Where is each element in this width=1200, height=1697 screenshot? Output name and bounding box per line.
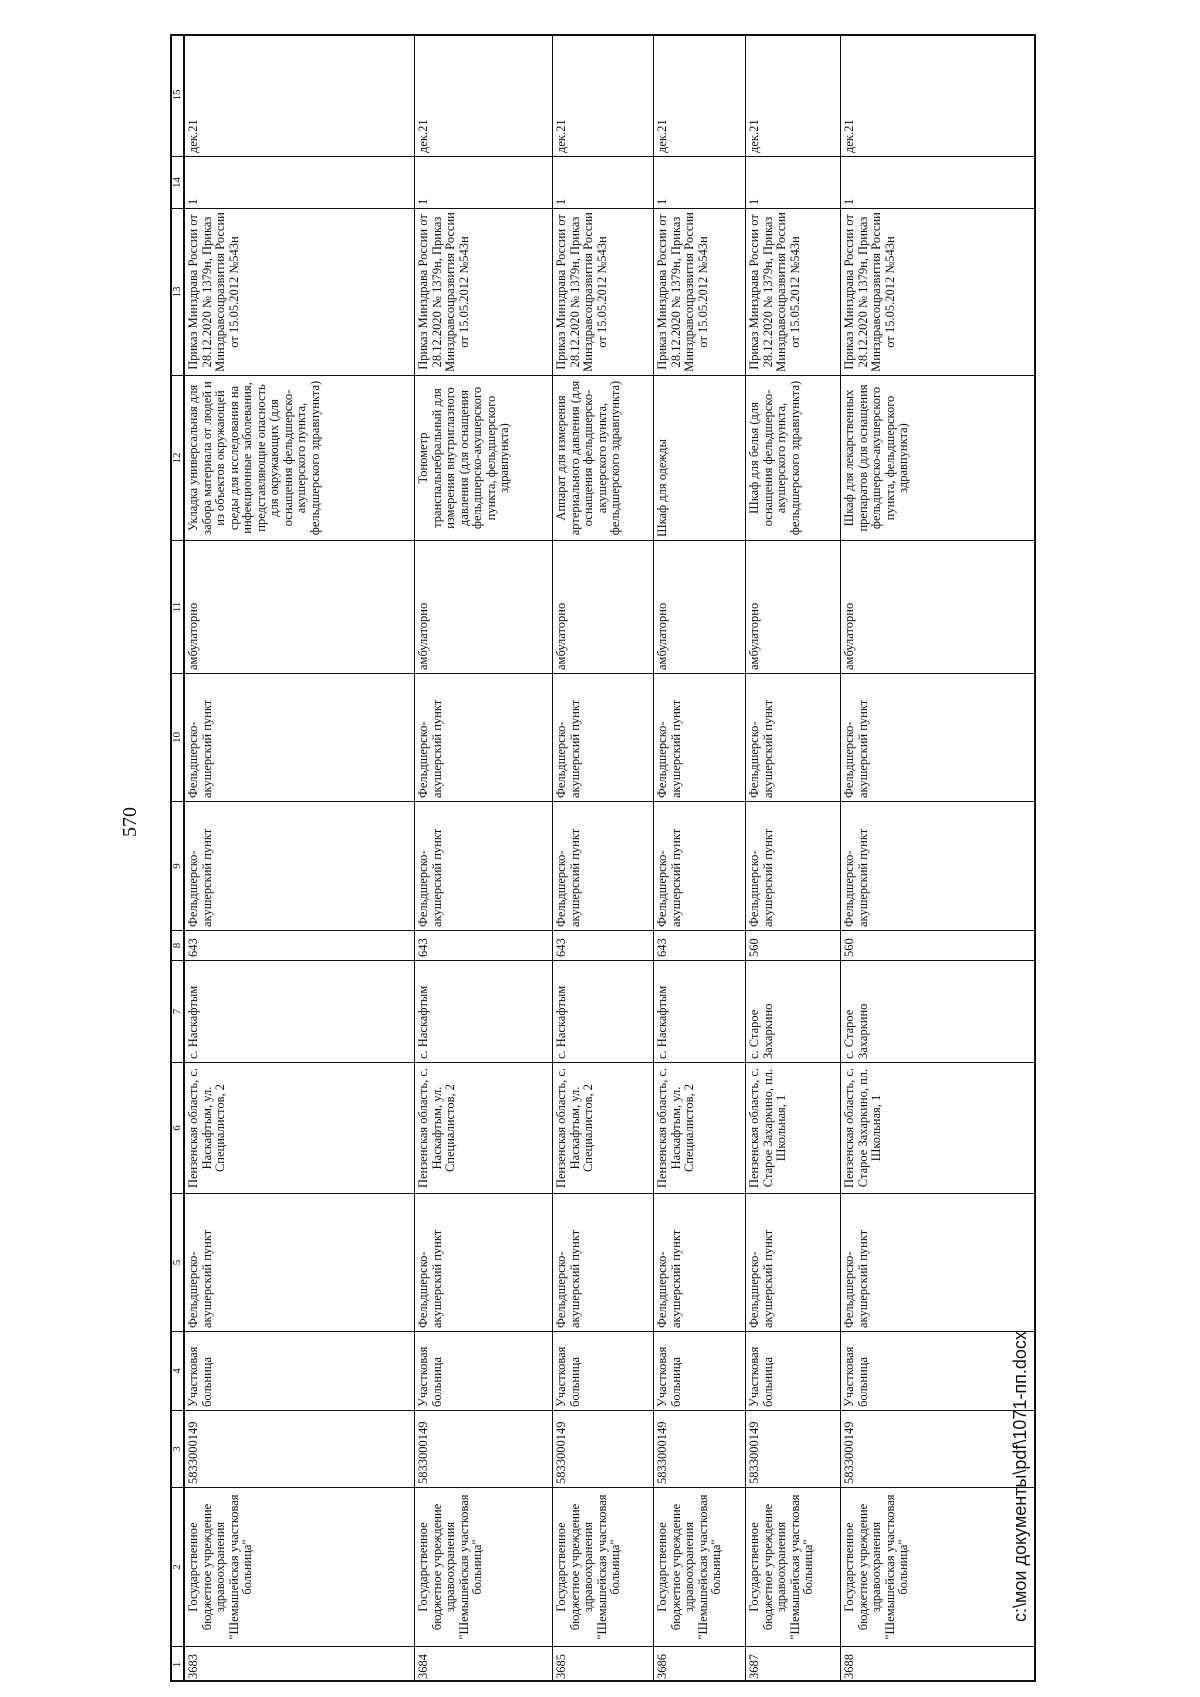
cell-quantity: 1	[654, 156, 745, 208]
cell-date: дек.21	[554, 119, 568, 153]
cell-row-number: 3686	[654, 1646, 745, 1682]
cell-population: 643	[654, 930, 745, 960]
cell-date: дек.21	[747, 119, 761, 153]
cell-row-number: 3688	[841, 1646, 1036, 1682]
cell-organization: Государственное бюджетное учреждение здравоохранения "Шемышейская участковая больница"	[553, 1487, 653, 1646]
cell-subdivision: Фельдшерско-акушерский пункт	[553, 801, 653, 930]
table-row	[745, 34, 840, 1682]
cell-unit-type: Фельдшерско-акушерский пункт	[185, 1193, 414, 1331]
equipment-table	[170, 34, 1036, 1682]
cell-inn: 5833000149	[553, 1410, 653, 1487]
col-header-12: 12	[170, 375, 184, 540]
cell-subdivision: Фельдшерско-акушерский пункт	[746, 801, 840, 930]
cell-department: Фельдшерско-акушерский пункт	[654, 673, 745, 801]
table-row	[653, 34, 745, 1682]
cell-locality: с. Наскафтым	[654, 960, 745, 1062]
page-number: 570	[119, 807, 141, 837]
cell-care-conditions: амбулаторно	[746, 540, 840, 673]
footer-file-path: с:\мои документы\pdf\1071-пп.docx	[1010, 1331, 1030, 1622]
cell-row-number: 3687	[746, 1646, 840, 1682]
cell-equipment: Шкаф для одежды	[654, 375, 745, 540]
col-header-8: 8	[170, 930, 184, 960]
table-row	[840, 34, 1036, 1682]
cell-quantity: 1	[185, 156, 414, 208]
cell-unit-type: Фельдшерско-акушерский пункт	[746, 1193, 840, 1331]
cell-facility-type: Участковая больница	[415, 1331, 552, 1410]
col-header-11: 11	[170, 540, 184, 673]
cell-locality: с. Наскафтым	[553, 960, 653, 1062]
cell-organization: Государственное бюджетное учреждение здравоохранения "Шемышейская участковая больница"	[185, 1487, 414, 1646]
cell-population: 643	[415, 930, 552, 960]
cell-order-reference: Приказ Минздрава России от 28.12.2020 № 1379н, Приказ Минздравсоцразвития России от 15.05.2012 №543н	[654, 208, 745, 375]
cell-order-reference: Приказ Минздрава России от 28.12.2020 № 1379н, Приказ Минздравсоцразвития России от 15.05.2012 №543н	[841, 208, 1036, 375]
cell-row-number: 3685	[553, 1646, 653, 1682]
table-row	[552, 34, 653, 1682]
cell-quantity: 1	[415, 156, 552, 208]
cell-locality: с. Старое Захаркино	[746, 960, 840, 1062]
col-header-4: 4	[170, 1331, 184, 1410]
cell-department: Фельдшерско-акушерский пункт	[553, 673, 653, 801]
cell-date: дек.21	[416, 119, 430, 153]
cell-subdivision: Фельдшерско-акушерский пункт	[654, 801, 745, 930]
cell-facility-type: Участковая больница	[841, 1331, 1036, 1410]
cell-locality: с. Наскафтым	[415, 960, 552, 1062]
cell-order-reference: Приказ Минздрава России от 28.12.2020 № 1379н, Приказ Минздравсоцразвития России от 15.05.2012 №543н	[553, 208, 653, 375]
cell-row-number: 3684	[415, 1646, 552, 1682]
cell-unit-type: Фельдшерско-акушерский пункт	[415, 1193, 552, 1331]
cell-care-conditions: амбулаторно	[841, 540, 1036, 673]
cell-order-reference: Приказ Минздрава России от 28.12.2020 № 1379н, Приказ Минздравсоцразвития России от 15.05.2012 №543н	[415, 208, 552, 375]
cell-care-conditions: амбулаторно	[185, 540, 414, 673]
cell-unit-type: Фельдшерско-акушерский пункт	[841, 1193, 1036, 1331]
col-header-14: 14	[170, 156, 184, 208]
cell-address: Пензенская область, с. Старое Захаркино, пл. Школьная, 1	[841, 1062, 1036, 1193]
cell-care-conditions: амбулаторно	[415, 540, 552, 673]
cell-department: Фельдшерско-акушерский пункт	[185, 673, 414, 801]
cell-population: 560	[841, 930, 1036, 960]
cell-order-reference: Приказ Минздрава России от 28.12.2020 № 1379н, Приказ Минздравсоцразвития России от 15.05.2012 №543н	[185, 208, 414, 375]
col-header-2: 2	[170, 1487, 184, 1646]
cell-department: Фельдшерско-акушерский пункт	[841, 673, 1036, 801]
cell-department: Фельдшерско-акушерский пункт	[415, 673, 552, 801]
cell-date: дек.21	[842, 119, 856, 153]
col-header-9: 9	[170, 801, 184, 930]
col-header-6: 6	[170, 1062, 184, 1193]
cell-address: Пензенская область, с. Наскафтым, ул. Специалистов, 2	[654, 1062, 745, 1193]
cell-equipment: Укладка универсальная для забора материала от людей и из объектов окружающей среды для исследования на инфекционные заболевания, представляющие опасность для окружающих (для оснащения фельдшерско-акушерского пункта, фельдшерского здравпункта)	[185, 375, 414, 540]
cell-equipment: Тонометр транспальпебральный для измерения внутриглазного давления (для оснащения фельдшерско-акушерского пункта, фельдшерского здравпункта)	[415, 375, 552, 540]
cell-population: 560	[746, 930, 840, 960]
cell-organization: Государственное бюджетное учреждение здравоохранения "Шемышейская участковая больница"	[654, 1487, 745, 1646]
cell-population: 643	[185, 930, 414, 960]
cell-subdivision: Фельдшерско-акушерский пункт	[185, 801, 414, 930]
cell-locality: с. Старое Захаркино	[841, 960, 1036, 1062]
cell-row-number: 3683	[185, 1646, 414, 1682]
cell-subdivision: Фельдшерско-акушерский пункт	[841, 801, 1036, 930]
col-header-13: 13	[170, 208, 184, 375]
cell-population: 643	[553, 930, 653, 960]
cell-facility-type: Участковая больница	[746, 1331, 840, 1410]
cell-inn: 5833000149	[841, 1410, 1036, 1487]
cell-facility-type: Участковая больница	[185, 1331, 414, 1410]
cell-inn: 5833000149	[415, 1410, 552, 1487]
col-header-3: 3	[170, 1410, 184, 1487]
cell-equipment: Аппарат для измерения артериального давления (для оснащения фельдшерско-акушерского пункта, фельдшерского здравпункта)	[553, 375, 653, 540]
cell-department: Фельдшерско-акушерский пункт	[746, 673, 840, 801]
cell-care-conditions: амбулаторно	[553, 540, 653, 673]
cell-quantity: 1	[841, 156, 1036, 208]
cell-inn: 5833000149	[654, 1410, 745, 1487]
cell-quantity: 1	[553, 156, 653, 208]
col-header-5: 5	[170, 1193, 184, 1331]
cell-inn: 5833000149	[746, 1410, 840, 1487]
col-header-10: 10	[170, 673, 184, 801]
col-header-1: 1	[170, 1646, 184, 1682]
cell-subdivision: Фельдшерско-акушерский пункт	[415, 801, 552, 930]
cell-care-conditions: амбулаторно	[654, 540, 745, 673]
col-header-15: 15	[171, 89, 183, 101]
cell-address: Пензенская область, с. Старое Захаркино, пл. Школьная, 1	[746, 1062, 840, 1193]
cell-unit-type: Фельдшерско-акушерский пункт	[553, 1193, 653, 1331]
cell-organization: Государственное бюджетное учреждение здравоохранения "Шемышейская участковая больница"	[841, 1487, 1036, 1646]
cell-facility-type: Участковая больница	[553, 1331, 653, 1410]
cell-address: Пензенская область, с. Наскафтым, ул. Специалистов, 2	[415, 1062, 552, 1193]
cell-equipment: Шкаф для лекарственных препаратов (для оснащения фельдшерско-акушерского пункта, фельдшерского здравпункта)	[841, 375, 1036, 540]
col-header-7: 7	[170, 960, 184, 1062]
table-row	[184, 34, 414, 1682]
table-row	[414, 34, 552, 1682]
cell-address: Пензенская область, с. Наскафтым, ул. Специалистов, 2	[553, 1062, 653, 1193]
cell-address: Пензенская область, с. Наскафтым, ул. Специалистов, 2	[185, 1062, 414, 1193]
cell-date: дек.21	[655, 119, 669, 153]
cell-locality: с. Наскафтым	[185, 960, 414, 1062]
column-number-row	[170, 34, 184, 1682]
cell-equipment: Шкаф для белья (для оснащения фельдшерско-акушерского пункта, фельдшерского здравпункта)	[746, 375, 840, 540]
cell-unit-type: Фельдшерско-акушерский пункт	[654, 1193, 745, 1331]
cell-date: дек.21	[186, 119, 200, 153]
cell-quantity: 1	[746, 156, 840, 208]
cell-organization: Государственное бюджетное учреждение здравоохранения "Шемышейская участковая больница"	[415, 1487, 552, 1646]
cell-organization: Государственное бюджетное учреждение здравоохранения "Шемышейская участковая больница"	[746, 1487, 840, 1646]
cell-facility-type: Участковая больница	[654, 1331, 745, 1410]
cell-order-reference: Приказ Минздрава России от 28.12.2020 № 1379н, Приказ Минздравсоцразвития России от 15.05.2012 №543н	[746, 208, 840, 375]
cell-inn: 5833000149	[185, 1410, 414, 1487]
rotated-page	[0, 44, 1152, 1697]
